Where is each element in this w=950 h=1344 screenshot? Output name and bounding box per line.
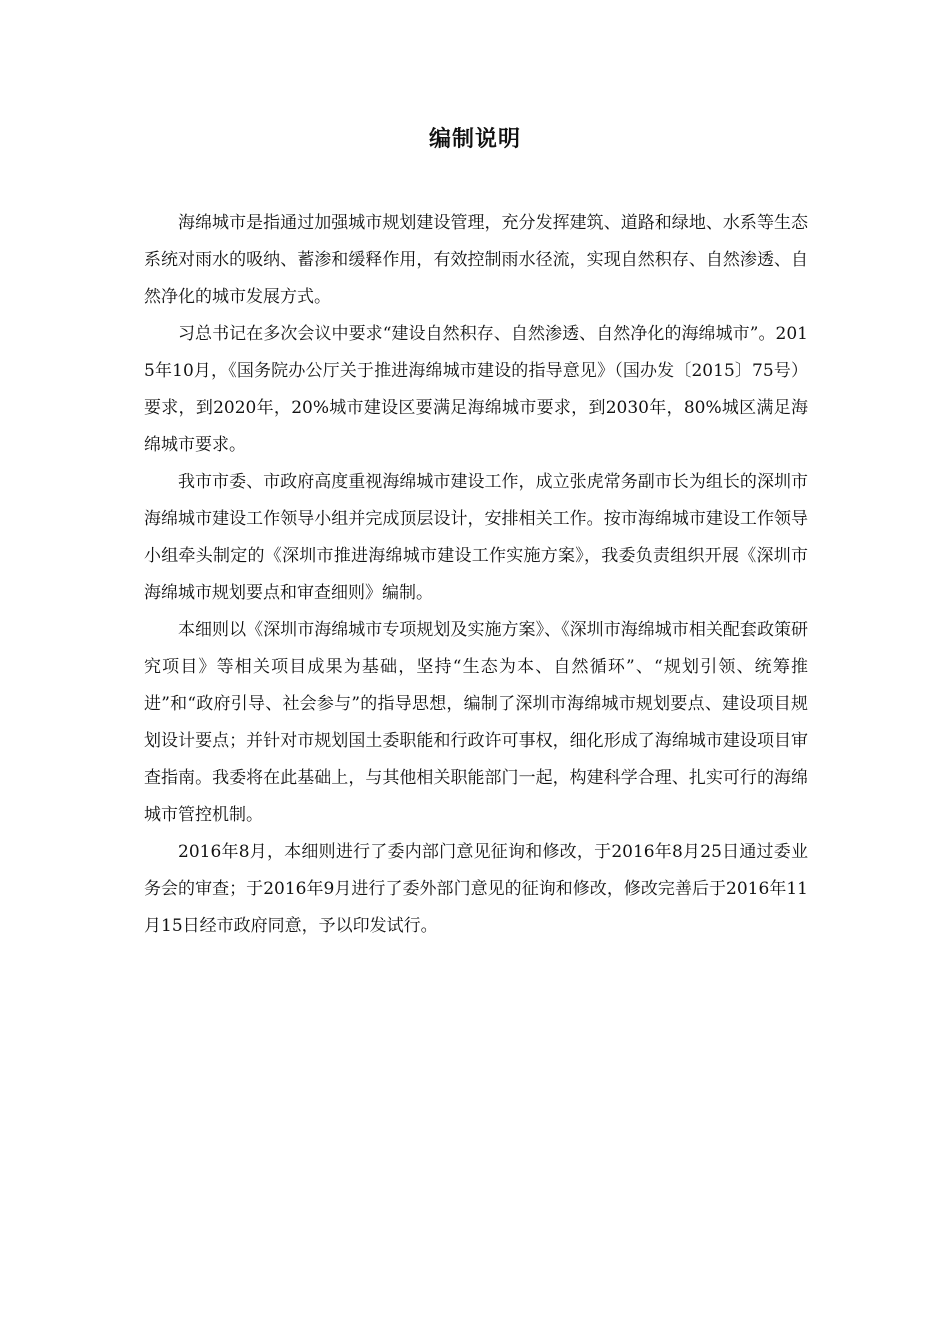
paragraph-city-organization: 我市市委、市政府高度重视海绵城市建设工作，成立张虎常务副市长为组长的深圳市海绵城市建设工作领导小组并完成顶层设计，安排相关工作。按市海绵城市建设工作领导小组牵头制定的《深圳市推进海绵城市建设工作实施方案》，我委负责组织开展《深圳市海绵城市规划要点和审查细则》编制。: [144, 472, 808, 603]
document-body: [144, 205, 808, 945]
paragraph-review-history: 2016年8月，本细则进行了委内部门意见征询和修改，于2016年8月25日通过委业务会的审查；于2016年9月进行了委外部门意见的征询和修改，修改完善后于2016年11月15日经市政府同意，予以印发试行。: [144, 842, 808, 936]
document-title: 编制说明: [428, 127, 521, 152]
paragraph-definition: 海绵城市是指通过加强城市规划建设管理，充分发挥建筑、道路和绿地、水系等生态系统对雨水的吸纳、蓄渗和缓释作用，有效控制雨水径流，实现自然积存、自然渗透、自然净化的城市发展方式。: [144, 213, 808, 307]
paragraph-policy-requirements: 习总书记在多次会议中要求“建设自然积存、自然渗透、自然净化的海绵城市”。2015年10月，《国务院办公厅关于推进海绵城市建设的指导意见》（国办发〔2015〕75号）要求，到2020年，20%城市建设区要满足海绵城市要求，到2030年，80%城区满足海绵城市要求。: [144, 324, 808, 455]
paragraph-basis-and-content: 本细则以《深圳市海绵城市专项规划及实施方案》、《深圳市海绵城市相关配套政策研究项目》等相关项目成果为基础，坚持“生态为本、自然循环”、“规划引领、统筹推进”和“政府引导、社会参与”的指导思想，编制了深圳市海绵城市规划要点、建设项目规划设计要点；并针对市规划国土委职能和行政许可事权，细化形成了海绵城市建设项目审查指南。我委将在此基础上，与其他相关职能部门一起，构建科学合理、扎实可行的海绵城市管控机制。: [144, 620, 808, 825]
